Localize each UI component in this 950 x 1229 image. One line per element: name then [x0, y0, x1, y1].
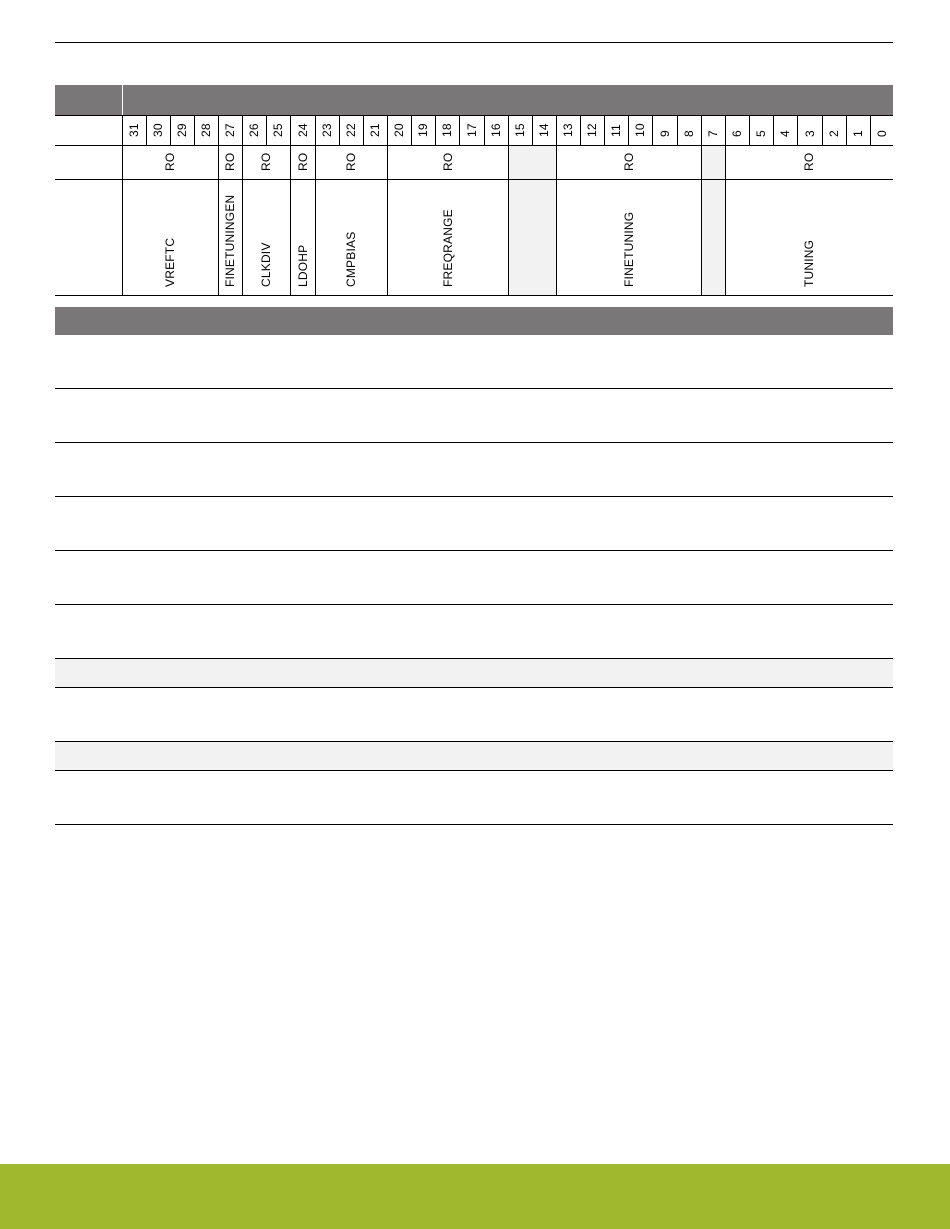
bit-divider [363, 115, 364, 145]
bit-number: 6 [730, 130, 744, 137]
bit-divider [484, 115, 485, 145]
bit-number: 22 [344, 123, 358, 137]
field-name: TUNING [802, 239, 816, 287]
reserved-cell [702, 145, 725, 295]
bit-number: 31 [127, 123, 141, 137]
field-name: CLKDIV [259, 242, 273, 287]
bit-number: 11 [609, 124, 623, 137]
bit-divider [677, 115, 678, 145]
bit-number: 8 [682, 130, 696, 137]
bit-number: 9 [657, 130, 672, 137]
field-access: RO [621, 152, 636, 171]
reserved-cell [509, 145, 556, 295]
bit-number: 7 [706, 130, 720, 137]
bit-divider [701, 115, 702, 145]
bit-number: 26 [247, 123, 261, 137]
bit-number: 25 [271, 123, 285, 137]
description-table-header [55, 307, 893, 335]
field-access: RO [344, 152, 358, 171]
field-divider [242, 145, 243, 295]
bit-divider [773, 115, 774, 145]
field-divider [701, 145, 702, 295]
bit-number: 0 [874, 130, 889, 137]
bit-number: 13 [561, 123, 575, 137]
bit-number: 2 [827, 130, 841, 137]
field-divider [290, 145, 291, 295]
bit-number: 14 [537, 123, 551, 137]
bit-divider [604, 115, 605, 145]
bit-number: 10 [633, 123, 647, 137]
bit-number: 23 [320, 123, 334, 137]
bit-divider [556, 115, 557, 145]
bit-divider [725, 115, 726, 145]
field-divider [315, 145, 316, 295]
bit-number: 16 [489, 123, 503, 137]
table-rule [55, 295, 893, 296]
bit-number: 19 [416, 123, 430, 137]
bit-divider [797, 115, 798, 145]
bit-divider [580, 115, 581, 145]
table-row [55, 688, 893, 742]
bit-number: 20 [392, 123, 406, 137]
footer-band [0, 1164, 950, 1229]
field-access: RO [163, 152, 177, 171]
bit-divider [266, 115, 267, 145]
table-rule [55, 115, 893, 116]
field-divider [725, 145, 726, 295]
field-access: RO [259, 152, 273, 171]
bit-number: 21 [368, 123, 382, 137]
bit-divider [411, 115, 412, 145]
field-divider [218, 145, 219, 295]
bit-divider [194, 115, 195, 145]
bit-divider [508, 115, 509, 145]
bit-divider [339, 115, 340, 145]
field-divider [556, 145, 557, 295]
bit-divider [532, 115, 533, 145]
bit-number: 12 [585, 123, 599, 137]
table-row [55, 389, 893, 443]
bit-divider [870, 115, 871, 145]
field-name: VREFTC [163, 237, 177, 287]
bit-divider [822, 115, 823, 145]
table-row [55, 771, 893, 825]
register-header-label-cell [55, 85, 122, 115]
field-name: CMPBIAS [344, 231, 358, 287]
register-header-band [123, 85, 893, 115]
field-name: LDOHP [295, 244, 310, 287]
field-access: RO [440, 152, 455, 171]
table-column-divider [122, 115, 123, 295]
bit-divider [218, 115, 219, 145]
field-name: FINETUNING [621, 211, 636, 287]
bit-divider [242, 115, 243, 145]
field-access: RO [802, 152, 816, 171]
table-row [55, 335, 893, 389]
bit-divider [290, 115, 291, 145]
bit-number: 27 [223, 123, 237, 137]
bit-number: 15 [513, 123, 527, 137]
top-rule [55, 42, 893, 43]
bit-number: 4 [778, 130, 792, 137]
table-rule [55, 145, 893, 146]
bit-divider [628, 115, 629, 145]
bit-number: 29 [175, 123, 189, 137]
bit-divider [749, 115, 750, 145]
bit-divider [387, 115, 388, 145]
table-row [55, 605, 893, 659]
table-row [55, 742, 893, 771]
bit-number: 5 [754, 130, 768, 137]
bit-number: 18 [440, 123, 454, 137]
bit-number: 24 [295, 123, 310, 137]
bit-number: 1 [851, 130, 865, 137]
table-rule [55, 179, 893, 180]
table-row [55, 497, 893, 551]
field-divider [508, 145, 509, 295]
bit-divider [435, 115, 436, 145]
table-row [55, 659, 893, 688]
field-name: FINETUNINGEN [223, 194, 237, 287]
bit-divider [459, 115, 460, 145]
bit-divider [652, 115, 653, 145]
table-row [55, 551, 893, 605]
table-row [55, 443, 893, 497]
field-access: RO [295, 152, 310, 171]
bit-divider [170, 115, 171, 145]
bit-divider [146, 115, 147, 145]
bit-number: 3 [802, 130, 817, 137]
bit-divider [315, 115, 316, 145]
bit-divider [846, 115, 847, 145]
bit-number: 17 [464, 123, 479, 137]
field-divider [387, 145, 388, 295]
bit-number: 30 [151, 123, 165, 137]
field-name: FREQRANGE [440, 209, 455, 287]
bit-number: 28 [199, 123, 213, 137]
field-access: RO [223, 152, 237, 171]
